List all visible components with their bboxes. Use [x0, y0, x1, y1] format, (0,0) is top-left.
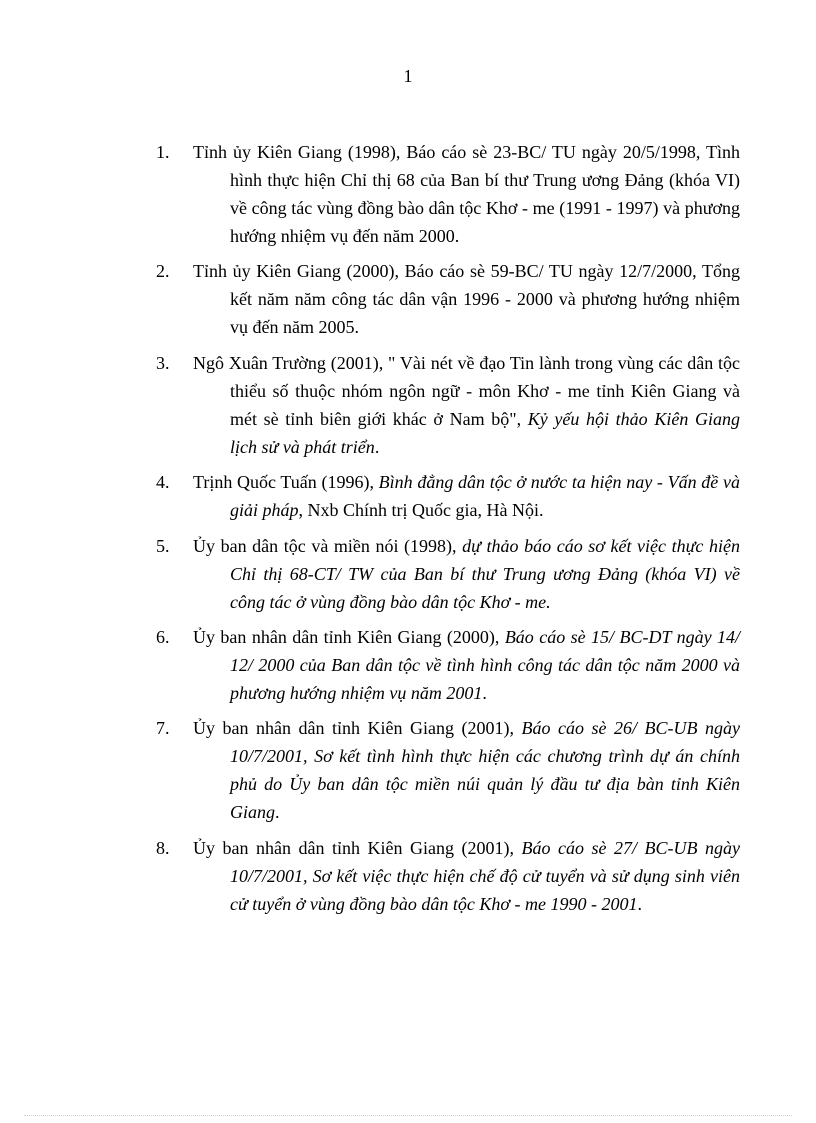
reference-segment: Ủy ban dân tộc và miền nói (1998), — [193, 535, 463, 556]
reference-item — [156, 714, 740, 826]
reference-segment: Ủy ban nhân dân tỉnh Kiên Giang (2001), — [193, 837, 522, 858]
reference-text — [193, 838, 740, 914]
page-bottom-divider — [24, 1115, 792, 1116]
reference-item — [156, 834, 740, 918]
reference-text — [193, 142, 740, 246]
reference-segment: . — [637, 893, 642, 914]
reference-segment: . — [374, 436, 380, 457]
reference-item — [156, 257, 740, 341]
reference-item — [156, 349, 740, 461]
reference-segment-italic: Báo cáo sè 26/ BC-UB ngày 10/7/2001, Sơ kết tình hình thực hiện các chương trình dự án chính phủ do Ủy ban dân tộc miền núi quản lý đầu tư địa bàn tỉnh Kiên Giang — [230, 718, 740, 823]
reference-text — [193, 536, 740, 612]
reference-number: 7. — [156, 718, 170, 739]
reference-text — [193, 472, 740, 520]
reference-item — [156, 468, 740, 524]
reference-number: 4. — [156, 472, 170, 493]
reference-number: 3. — [156, 352, 170, 373]
reference-text — [193, 627, 740, 703]
reference-segment: Trịnh Quốc Tuấn (1996), — [193, 472, 379, 493]
reference-segment-italic: Bình đẳng dân tộc ở nước ta hiện nay - Vấn đề và giải pháp — [230, 472, 740, 521]
reference-number: 8. — [156, 837, 170, 858]
reference-text — [193, 353, 740, 457]
reference-segment: Ủy ban nhân dân tỉnh Kiên Giang (2000), — [193, 626, 505, 647]
reference-segment: Ủy ban nhân dân tỉnh Kiên Giang (2001), — [193, 718, 522, 739]
reference-segment: Ngô Xuân Trường (2001), " Vài nét về đạo Tin lành trong vùng các dân tộc thiểu số thuộc nhóm ngôn ngữ - môn Khơ - me tỉnh Kiên Giang và mét sè tỉnh biên giới khác ở Nam bộ", — [193, 352, 740, 429]
reference-segment-italic: Báo cáo sè 15/ BC-DT ngày 14/ 12/ 2000 của Ban dân tộc về tình hình công tác dân tộc năm 2000 và phương hướng nhiệm vụ năm 2001 — [230, 626, 740, 703]
reference-segment-italic: Kỷ yếu hội thảo Kiên Giang lịch sử và phát triển — [230, 408, 740, 457]
reference-number: 5. — [156, 535, 170, 556]
reference-text — [193, 261, 740, 337]
reference-segment: , Nxb Chính trị Quốc gia, Hà Nội. — [298, 500, 544, 521]
reference-segment: Tỉnh ủy Kiên Giang (2000), Báo cáo sè 59-BC/ TU ngày 12/7/2000, Tổng kết năm năm công tác dân vận 1996 - 2000 và phương hướng nhiệm vụ đến năm 2005. — [193, 261, 740, 338]
page-number: 1 — [403, 66, 413, 86]
reference-list — [156, 138, 740, 925]
reference-segment-italic: dự thảo báo cáo sơ kết việc thực hiện Chỉ thị 68-CT/ TW của Ban bí thư Trung ương Đảng (khóa VI) về công tác ở vùng đồng bào dân tộc Khơ - me. — [230, 535, 741, 612]
reference-number: 2. — [156, 261, 170, 282]
reference-segment: Tỉnh ủy Kiên Giang (1998), Báo cáo sè 23-BC/ TU ngày 20/5/1998, Tình hình thực hiện Chỉ thị 68 của Ban bí thư Trung ương Đảng (khóa VI) về công tác vùng đồng bào dân tộc Khơ - me (1991 - 1997) và phương hướng nhiệm vụ đến năm 2000. — [193, 142, 740, 246]
reference-segment: . — [275, 802, 280, 823]
reference-item — [156, 138, 740, 250]
reference-text — [193, 718, 740, 822]
reference-segment-italic: Báo cáo sè 27/ BC-UB ngày 10/7/2001, Sơ kết việc thực hiện chế độ cử tuyển và sử dụng sinh viên cử tuyển ở vùng đồng bào dân tộc Khơ - me 1990 - 2001 — [230, 837, 740, 914]
reference-number: 1. — [156, 142, 170, 162]
reference-item — [156, 623, 740, 707]
reference-item — [156, 532, 740, 616]
reference-number: 6. — [156, 626, 170, 647]
reference-segment: . — [482, 682, 487, 703]
